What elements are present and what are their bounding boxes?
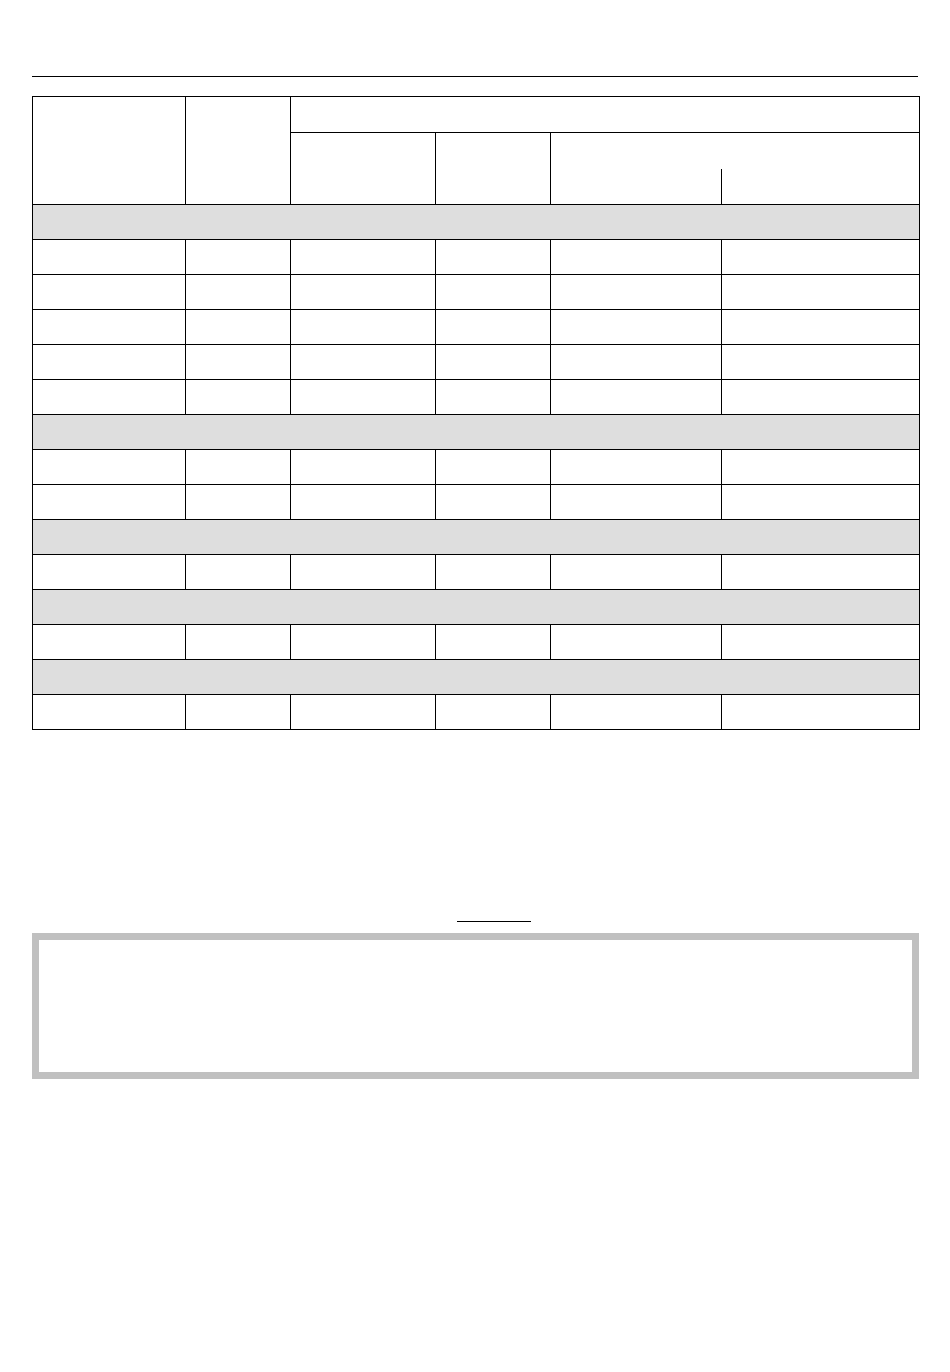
table-cell [436,555,551,590]
table-cell [436,625,551,660]
table-cell [291,240,436,275]
table-cell [722,555,920,590]
table-cell [186,555,291,590]
table-cell [722,345,920,380]
header-sub-3a [551,169,733,204]
table-row [33,310,920,345]
section-label [33,590,920,625]
table-cell [186,310,291,345]
table-cell [33,695,186,730]
table-cell [436,380,551,415]
table-row [33,240,920,275]
table-cell [186,380,291,415]
table-cell [33,485,186,520]
table-cell [436,345,551,380]
table-cell [551,380,722,415]
table-cell [186,240,291,275]
table-cell [551,450,722,485]
header-sub-1 [291,133,436,205]
table-cell [186,485,291,520]
header-group [291,97,920,133]
table-cell [33,380,186,415]
table-row [33,695,920,730]
table-cell [722,275,920,310]
table-cell [291,275,436,310]
table-cell [722,450,920,485]
table-cell [436,310,551,345]
table-row [33,450,920,485]
table-cell [551,485,722,520]
table-row [33,275,920,310]
table-cell [291,555,436,590]
section-label [33,415,920,450]
section-label [33,660,920,695]
table-cell [551,695,722,730]
header-col-2 [186,97,291,205]
table-cell [436,275,551,310]
section-row [33,660,920,695]
header-rule [32,76,918,77]
section-row [33,205,920,240]
table-row [33,625,920,660]
table-cell [33,625,186,660]
table-cell [291,380,436,415]
table-cell [551,555,722,590]
table-cell [551,275,722,310]
table-row [33,555,920,590]
table-cell [722,695,920,730]
table-cell [186,695,291,730]
table-cell [722,485,920,520]
header-sub-3 [551,133,920,205]
table-cell [551,310,722,345]
table-cell [722,625,920,660]
table-cell [291,345,436,380]
table-cell [722,380,920,415]
table-cell [551,240,722,275]
table-cell [33,555,186,590]
table-cell [186,275,291,310]
header-sub-2 [436,133,551,205]
table-cell [722,240,920,275]
section-row [33,415,920,450]
header-sub-3b [722,169,919,204]
table-row [33,485,920,520]
table-cell [186,625,291,660]
table-row [33,345,920,380]
table-cell [551,625,722,660]
table-cell [436,695,551,730]
table-cell [436,240,551,275]
table-cell [722,310,920,345]
table-header-row-1 [33,97,920,133]
section-label [33,520,920,555]
table-cell [186,345,291,380]
footnote-rule [457,921,531,922]
table-cell [33,275,186,310]
table-cell [436,450,551,485]
data-table [32,96,920,730]
section-row [33,520,920,555]
table-cell [291,485,436,520]
table-cell [291,695,436,730]
table-cell [33,310,186,345]
table-cell [291,310,436,345]
note-box [32,933,919,1079]
section-label [33,205,920,240]
table-row [33,380,920,415]
table-cell [33,240,186,275]
table-cell [33,450,186,485]
table-cell [291,625,436,660]
table-cell [551,345,722,380]
section-row [33,590,920,625]
table-cell [33,345,186,380]
header-col-1 [33,97,186,205]
table-cell [186,450,291,485]
table-cell [436,485,551,520]
table-cell [291,450,436,485]
